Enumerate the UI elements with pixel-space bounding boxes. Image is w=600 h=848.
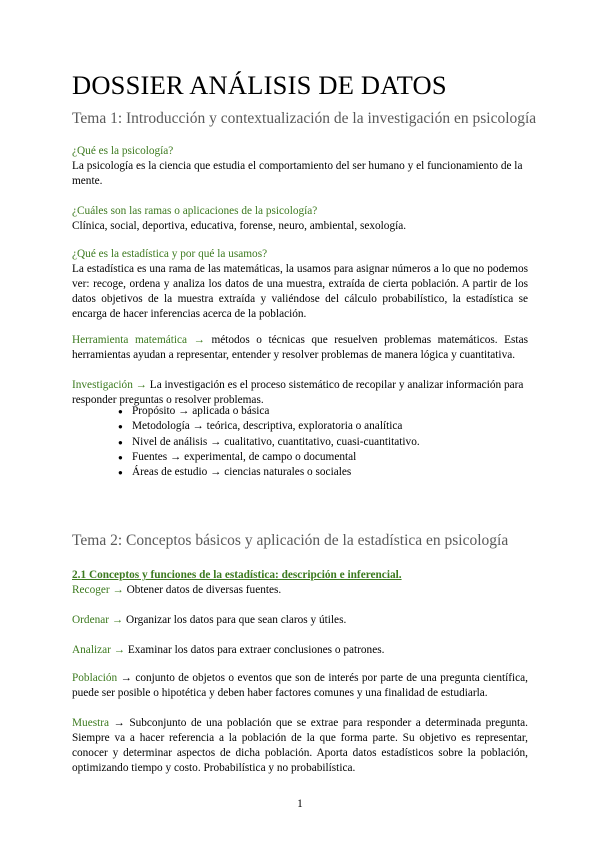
investigacion-text: La investigación es el proceso sistemático de recopilar y analizar información para responder preguntas o resolver problemas. [72,379,524,406]
muestra-term: Muestra [72,717,110,729]
tema-1-heading: Tema 1: Introducción y contextualización de la investigación en psicología [72,110,537,127]
recoger-paragraph [72,583,528,598]
question-estadistica: ¿Qué es la estadística y por qué la usamos? [72,248,268,260]
question-ramas: ¿Cuáles son las ramas o aplicaciones de la psicología? [72,205,318,217]
investigacion-term: Investigación → [72,379,147,391]
muestra-paragraph [72,716,528,776]
recoger-term: Recoger → [72,584,124,596]
tema-2-heading: Tema 2: Conceptos básicos y aplicación de la estadística en psicología [72,532,509,549]
herramienta-paragraph [72,333,528,363]
answer-estadistica: La estadística es una rama de las matemáticas, la usamos para asignar números a lo que no podemos ver: recoge, ordena y analiza los datos de una muestra, extraída de cierta población. A partir de los datos objetivos de la muestra extraída y valiéndose del cálculo probabilístico, la estadística se encarga de hacer inferencias acerca de la población. [72,263,528,320]
muestra-text: → Subconjunto de una población que se extrae para responder a determinada pregunta. Siempre va a hacer referencia a la población de la que forma parte. Su objetivo es representar, conocer y determinar aspectos de dicha población. Aporta datos estadísticos sobre la población, optimizando tiempo y costo. Probabilística y no probabilística. [72,717,528,774]
ordenar-paragraph [72,613,528,628]
poblacion-term: Población [72,672,118,684]
poblacion-text: → conjunto de objetos o eventos que son de interés por parte de una pregunta científica, puede ser posible o hipotética y deben haber factores comunes y una finalidad de estudiarla. [72,672,528,699]
ordenar-term: Ordenar → [72,614,124,626]
list-item: ● Nivel de análisis → cualitativo, cuantitativo, cuasi-cuantitativo. [132,435,420,450]
answer-ramas: Clínica, social, deportiva, educativa, forense, neuro, ambiental, sexología. [72,220,407,232]
analizar-text: Examinar los datos para extraer conclusiones o patrones. [125,644,385,656]
list-item: ● Metodología → teórica, descriptiva, exploratoria o analítica [132,419,420,434]
investigacion-list [132,404,420,480]
subsection-2-1-heading: 2.1 Conceptos y funciones de la estadística: descripción e inferencial. [72,569,402,581]
document-title: DOSSIER ANÁLISIS DE DATOS [72,70,447,100]
list-item: ● Fuentes → experimental, de campo o documental [132,450,420,465]
herramienta-text: métodos o técnicas que resuelven problemas matemáticos. Estas herramientas ayudan a representar, entender y resolver problemas de manera lógica y cuantitativa. [72,334,528,361]
question-psicologia: ¿Qué es la psicología? [72,145,174,157]
list-item: ● Áreas de estudio → ciencias naturales o sociales [132,465,420,480]
ordenar-text: Organizar los datos para que sean claros y útiles. [123,614,347,626]
recoger-text: Obtener datos de diversas fuentes. [123,584,282,596]
answer-psicologia: La psicología es la ciencia que estudia el comportamiento del ser humano y el funcionamiento de la mente. [72,160,523,187]
list-item: ● Propósito → aplicada o básica [132,404,420,419]
analizar-paragraph [72,643,528,658]
analizar-term: Analizar → [72,644,126,656]
poblacion-paragraph [72,671,528,701]
page-number: 1 [297,798,303,810]
herramienta-term: Herramienta matemática → [72,334,205,346]
